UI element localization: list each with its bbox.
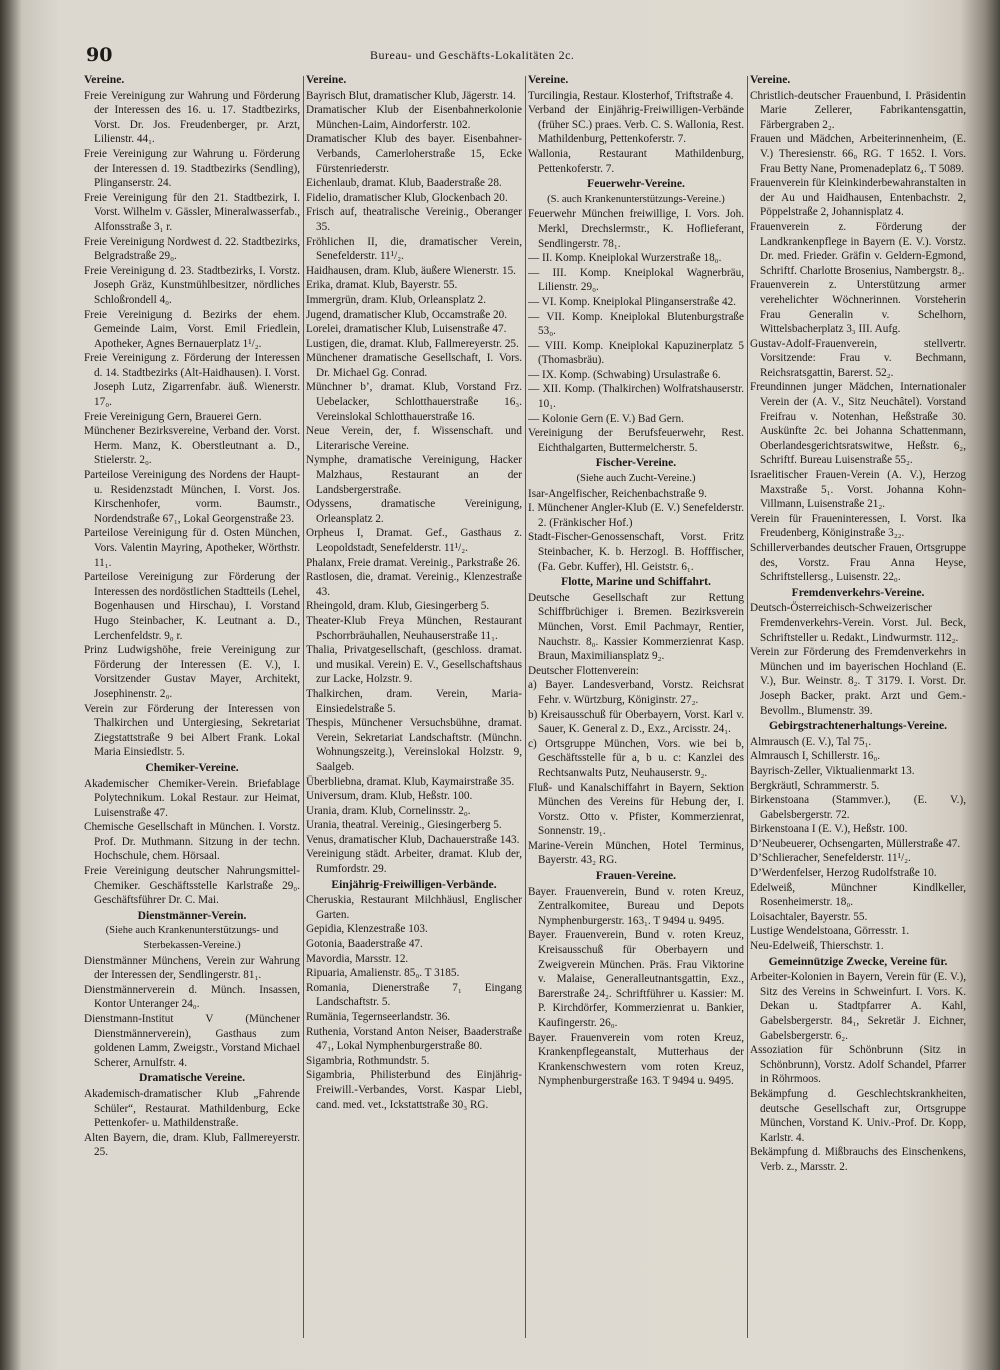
directory-entry: Venus, dramatischer Klub, Dachauerstraße 143. xyxy=(306,833,520,846)
directory-entry: Arbeiter-Kolonien in Bayern, Verein für (E. V.), Sitz des Vereins in Schweinfurt. I. Vors. K. Dekan u. Stadtpfarrer A. Kahl, Gabelsbergerstr. 84₁, Sekretär J. Eichner, Gabelsbergerstr. 6₂. xyxy=(750,971,966,1042)
directory-columns xyxy=(84,72,968,1342)
directory-entry: Stadt-Fischer-Genossenschaft, Vorst. Fritz Steinbacher, K. b. Herzogl. B. Hofffischer, (Fa. Gebr. Kuffer), Hl. Geiststr. 6₁. xyxy=(528,531,744,573)
directory-entry: Fidelio, dramatischer Klub, Glockenbach 20. xyxy=(306,191,508,204)
directory-entry: Ripuaria, Amalienstr. 85₀. T 3185. xyxy=(306,967,460,980)
column-divider xyxy=(303,76,304,1338)
section-heading: Gemeinnützige Zwecke, Vereine für. xyxy=(768,954,948,968)
directory-entry: Urania, theatral. Vereinig., Giesingerberg 5. xyxy=(306,819,502,832)
directory-entry: Freie Vereinigung d. Bezirks der ehem. Gemeinde Laim, Vorst. Emil Friedlein, Apotheker, Agnes Bernauerplatz 1¹/₂. xyxy=(84,308,300,350)
directory-entry: Fröhlichen II, die, dramatischer Verein, Senefelderstr. 11¹/₂. xyxy=(306,235,522,263)
directory-entry: Immergrün, dram. Klub, Orleansplatz 2. xyxy=(306,293,486,306)
directory-entry: Dienstmann-Institut V (Münchener Dienstmännerverein), Gasthaus zum goldenen Lamm, Zweigstr., Vorstand Michael Scherer, Arnulfstr. 4. xyxy=(84,1013,300,1069)
section-heading: Feuerwehr-Vereine. xyxy=(587,177,685,191)
directory-entry: Christlich-deutscher Frauenbund, I. Präsidentin Marie Zellerer, Fabrikantensgattin, Färbergraben 2₂. xyxy=(750,89,966,131)
section-heading: Vereine. xyxy=(750,73,791,86)
directory-entry: Thespis, Münchener Versuchsbühne, dramat. Verein, Sekretariat Landschaftstr. (Münchn. Wohnungszeitg.), Vereinslokal Holzstr. 9, Saalgeb. xyxy=(306,717,522,773)
directory-entry: Freie Vereinigung z. Förderung der Interessen d. 14. Stadtbezirks (Alt-Haidhausen). I. Vorst. Joseph Lutz, Zigarrenfabr. äuß. Wienerstr. 17₀. xyxy=(84,352,300,409)
directory-entry: Romania, Dienerstraße 7₁ Eingang Landschaftstr. 5. xyxy=(306,981,522,1009)
directory-entry: — XII. Komp. (Thalkirchen) Wolfratshauserstr. 10₁. xyxy=(528,383,744,411)
section-heading: Gebirgstrachtenerhaltungs-Vereine. xyxy=(768,719,948,733)
directory-entry: Freie Vereinigung d. 23. Stadtbezirks, I. Vorstz. Joseph Gräz, Kunstmühlbesitzer, nördliches Schloßrondell 4₀. xyxy=(84,264,300,306)
directory-entry: Ruthenia, Vorstand Anton Neiser, Baaderstraße 47₁, Lokal Nymphenburgerstraße 80. xyxy=(306,1025,522,1053)
directory-entry: Sigambria, Rothmundstr. 5. xyxy=(306,1054,430,1067)
directory-entry: Odyssens, dramatische Vereinigung, Orleansplatz 2. xyxy=(306,498,522,525)
directory-entry: Überbliebna, dramat. Klub, Kaymairstraße 35. xyxy=(306,775,515,788)
column-3 xyxy=(528,72,744,1342)
directory-entry: Münchner b’, dramat. Klub, Vorstand Frz. Uebelacker, Schlotthauerstraße 16₃. Vereinslokal Schlotthauerstraße 16. xyxy=(306,381,522,423)
directory-entry: Münchener dramatische Gesellschaft, I. Vors. Dr. Michael Gg. Conrad. xyxy=(306,352,522,379)
directory-entry: Parteilose Vereinigung für d. Osten München, Vors. Valentin Mayring, Apotheker, Wörthstr. 11₁. xyxy=(84,527,300,569)
directory-entry: Loisachtaler, Bayerstr. 55. xyxy=(750,910,868,923)
directory-entry: Freie Vereinigung zur Wahrung u. Förderung der Interessen d. 19. Stadtbezirks (Sendling), Plinganserstr. 24. xyxy=(84,147,300,190)
directory-entry: Dienstmänner Münchens, Verein zur Wahrung der Interessen der, Sendlingerstr. 81₁. xyxy=(84,954,300,982)
directory-entry: Verein zur Förderung der Interessen von Thalkirchen und Untergiesing, Sekretariat Ziegstattstraße 9 bei Albert Frank. Lokal Maria Einsiedlstr. 5. xyxy=(84,702,300,759)
directory-entry: I. Münchener Angler-Klub (E. V.) Senefelderstr. 2. (Fränkischer Hof.) xyxy=(528,502,744,529)
section-heading: Einjährig-Freiwilligen-Verbände. xyxy=(331,877,497,891)
directory-entry: Rastlosen, die, dramat. Vereinig., Klenzestraße 43. xyxy=(306,571,522,598)
directory-entry: Chemische Gesellschaft in München. I. Vorstz. Prof. Dr. Muthmann. Sitzung in der techn. Hochschule, chem. Hörsaal. xyxy=(84,821,300,863)
directory-entry: Bayrisch-Zeller, Viktualienmarkt 13. xyxy=(750,764,915,777)
directory-entry: Verein für Fraueninteressen, I. Vorst. Ika Freudenberg, Königinstraße 3₂₂. xyxy=(750,512,966,540)
directory-entry: Bayrisch Blut, dramatischer Klub, Jägerstr. 14. xyxy=(306,89,516,102)
directory-entry: Eichenlaub, dramat. Klub, Baaderstraße 28. xyxy=(306,177,502,190)
section-heading: Dramatische Vereine. xyxy=(138,1071,246,1085)
directory-entry: Alten Bayern, die, dram. Klub, Fallmereyerstr. 25. xyxy=(84,1131,300,1159)
directory-entry: Verein zur Förderung des Fremdenverkehrs in München und im bayerischen Hochland (E. V.), Bur. Weinstr. 8₂. T 3179. I. Vorst. Dr. Joseph Backer, prakt. Arzt und Gem.-Bevollm., Blumenstr. 39. xyxy=(750,646,966,717)
directory-entry: Marine-Verein München, Hotel Terminus, Bayerstr. 43₂ RG. xyxy=(528,839,744,867)
running-title: Bureau- und Geschäfts-Lokalitäten 2c. xyxy=(370,48,575,62)
directory-entry: Rumänia, Tegernseerlandstr. 36. xyxy=(306,1011,451,1023)
directory-entry: Freundinnen junger Mädchen, Internationaler Verein der (A. V., Sitz Neuchâtel). Vorstand Freifrau v. Notenhan, Heßstraße 30. Auskünfte 2c. bei Johanna Schattenmann, Oberlandesgerichtsratswitwe, Heßstr. 6₂, Schriftf. Bureau Luisenstraße 55₂. xyxy=(750,381,966,467)
directory-entry: Münchener Bezirksvereine, Verband der. Vorst. Herm. Manz, K. Oberstleutnant a. D., Stielerstr. 2₀. xyxy=(84,425,300,467)
directory-entry: Freie Vereinigung Nordwest d. 22. Stadtbezirks, Belgradstraße 29₀. xyxy=(84,235,300,263)
section-heading: Dienstmänner-Verein. xyxy=(137,908,247,922)
directory-entry: Birkenstoana I (E. V.), Heßstr. 100. xyxy=(750,823,908,836)
directory-entry: Lustigen, die, dramat. Klub, Fallmereyerstr. 25. xyxy=(306,337,519,350)
directory-entry: Urania, dram. Klub, Cornelinsstr. 2₀. xyxy=(306,804,471,817)
section-heading: Chemiker-Vereine. xyxy=(145,760,239,774)
directory-entry: Rheingold, dram. Klub, Giesingerberg 5. xyxy=(306,600,490,613)
directory-entry: Akademischer Chemiker-Verein. Briefablage Polytechnikum. Lokal Restaur. zur Heimat, Luisenstraße 47. xyxy=(84,777,300,819)
column-divider xyxy=(747,76,748,1338)
directory-entry: D’Werdenfelser, Herzog Rudolfstraße 10. xyxy=(750,867,937,880)
directory-entry: Assoziation für Schönbrunn (Sitz in Schönbrunn), Vorstz. Adolf Schandel, Pfarrer in Röhrmoos. xyxy=(750,1044,966,1086)
directory-entry: — IX. Komp. (Schwabing) Ursulastraße 6. xyxy=(528,368,721,381)
directory-entry: Wallonia, Restaurant Mathildenburg, Pettenkoferstr. 7. xyxy=(528,147,744,175)
directory-entry: Israelitischer Frauen-Verein (A. V.), Herzog Maxstraße 5₁. Vorst. Johanna Kohn-Villmann, Luisenstraße 21₂. xyxy=(750,469,966,511)
directory-entry: Prinz Ludwigshöhe, freie Vereinigung zur Förderung der Interessen (E. V.), I. Vorsitzender Gustav Mayer, Architekt, Josephinenstr. 2₀. xyxy=(84,644,300,700)
directory-entry: Bekämpfung d. Mißbrauchs des Einschenkens, Verb. z., Marsstr. 2. xyxy=(750,1146,966,1173)
directory-entry: Bekämpfung d. Geschlechtskrankheiten, deutsche Gesellschaft zur, Ortsgruppe München, Vorstand K. Univ.-Prof. Dr. Kopp, Karlstr. 4. xyxy=(750,1087,966,1144)
directory-entry: Freie Vereinigung zur Wahrung und Förderung der Interessen des 16. u. 17. Stadtbezirks, Vorst. Dr. Jos. Freudenberger, pr. Arzt, Lilienstr. 44₁. xyxy=(84,89,300,146)
directory-entry: Frisch auf, theatralische Vereinig., Oberanger 35. xyxy=(306,206,522,233)
directory-entry: Mavordia, Marsstr. 12. xyxy=(306,952,409,965)
page-number: 90 xyxy=(86,44,113,66)
directory-entry: Frauenverein z. Unterstützung armer verehelichter Wöchnerinnen. Vorsteherin Frau Generalin v. Schelhorn, Wittelsbacherplatz 3₃ III. Aufg. xyxy=(750,279,966,336)
directory-entry: Deutscher Flottenverein: xyxy=(528,664,639,677)
directory-entry: Orpheus I, Dramat. Gef., Gasthaus z. Leopoldstadt, Senefelderstr. 11¹/₂. xyxy=(306,527,522,554)
cross-reference-note: (S. auch Krankenunterstützungs-Vereine.) xyxy=(547,193,725,205)
column-1 xyxy=(84,72,300,1342)
directory-entry: Jugend, dramatischer Klub, Occamstraße 20. xyxy=(306,308,507,321)
directory-entry: Verband der Einjährig-Freiwilligen-Verbände (früher SC.) praes. Verb. C. S. Wallonia, Rest. Mathildenburg, Pettenkoferstr. 7. xyxy=(528,104,744,146)
section-heading: Flotte, Marine und Schiffahrt. xyxy=(561,575,711,589)
section-heading: Fischer-Vereine. xyxy=(595,456,677,470)
directory-entry: D’Neubeuerer, Ochsengarten, Müllerstraße 47. xyxy=(750,837,961,850)
directory-entry: D’Schlieracher, Senefelderstr. 11¹/₂. xyxy=(750,852,911,865)
directory-entry: Nymphe, dramatische Vereinigung, Hacker Malzhaus, Restaurant an der Landsbergerstraße. xyxy=(306,454,522,496)
page-header xyxy=(80,40,960,70)
column-2 xyxy=(306,72,522,1342)
directory-entry: — VIII. Komp. Kneiplokal Kapuzinerplatz 5 (Thomasbräu). xyxy=(528,339,744,367)
directory-entry: Thalia, Privatgesellschaft, (geschloss. dramat. und musikal. Verein) E. V., Gesellschaftshaus zur Lacke, Holzstr. 9. xyxy=(306,644,522,686)
directory-entry: — III. Komp. Kneiplokal Wagnerbräu, Lilienstr. 29₀. xyxy=(528,266,744,294)
directory-entry: Frauenverein für Kleinkinderbewahranstalten in der Au und Haidhausen, Entenbachstr. 2, Pöppelstraße 2, Johannisplatz 4. xyxy=(750,177,966,219)
directory-entry: Lustige Wendelstoana, Görresstr. 1. xyxy=(750,925,910,938)
directory-entry: — Kolonie Gern (E. V.) Bad Gern. xyxy=(528,412,684,425)
directory-entry: Dramatischer Klub des bayer. Eisenbahner-Verbands, Camerloherstraße 15, Ecke Fürstenriederstr. xyxy=(306,133,522,175)
section-heading: Vereine. xyxy=(528,73,569,86)
directory-entry: Almrausch (E. V.), Tal 75₁. xyxy=(750,735,872,748)
directory-entry: Cheruskia, Restaurant Milchhäusl, Englischer Garten. xyxy=(306,894,522,921)
directory-entry: Vereinigung städt. Arbeiter, dramat. Klub der, Rumfordstr. 29. xyxy=(306,848,522,876)
directory-entry: Neue Verein, der, f. Wissenschaft. und Literarische Vereine. xyxy=(306,425,522,452)
directory-entry: Birkenstoana (Stammver.), (E. V.), Gabelsbergerstr. 72. xyxy=(750,794,966,821)
directory-entry: Sigambria, Philisterbund des Einjährig-Freiwill.-Verbandes, Vorst. Kaspar Liebl, cand. med. vet., Ickstattstraße 30₃ RG. xyxy=(306,1069,522,1111)
directory-entry: b) Kreisausschuß für Oberbayern, Vorst. Karl v. Sauer, K. General z. D., Exz., Arcisstr. 24₁. xyxy=(528,708,744,736)
column-divider xyxy=(525,76,526,1338)
directory-entry: Turcilingia, Restaur. Klosterhof, Triftstraße 4. xyxy=(528,89,734,102)
directory-entry: — VII. Komp. Kneiplokal Blutenburgstraße 53₀. xyxy=(528,310,744,338)
directory-entry: Gotonia, Baaderstraße 47. xyxy=(306,938,423,951)
directory-entry: Freie Vereinigung Gern, Brauerei Gern. xyxy=(84,410,262,423)
directory-entry: Akademisch-dramatischer Klub „Fahrende Schüler“, Restaurat. Mathildenburg, Ecke Pettenkofer- u. Mathildenstraße. xyxy=(84,1087,300,1130)
directory-entry: Gustav-Adolf-Frauenverein, stellvertr. Vorsitzende: Frau v. Bechmann, Reichsratsgattin, Barerst. 52₂. xyxy=(750,337,966,379)
directory-entry: Dienstmännerverein d. Münch. Insassen, Kontor Unteranger 24₀. xyxy=(84,983,300,1011)
directory-entry: a) Bayer. Landesverband, Vorstz. Reichsrat Fehr. v. Würtzburg, Königinstr. 27₂. xyxy=(528,679,744,706)
cross-reference-note: (Siehe auch Krankenunterstützungs- und Sterbekassen-Vereine.) xyxy=(105,925,279,952)
directory-entry: Bayer. Frauenverein, Bund v. roten Kreuz, Zentralkomitee, Bureau und Depots Nymphenburgerstr. 163₁. T 9494 u. 9495. xyxy=(528,885,744,927)
directory-entry: Lorelei, dramatischer Klub, Luisenstraße 47. xyxy=(306,323,507,336)
directory-entry: c) Ortsgruppe München, Vors. wie bei b, Geschäftsstelle für a, b u. c: Kanzlei des Rechtsanwalts Putz, Neuhauserstr. 9₂. xyxy=(528,737,744,779)
directory-entry: Deutsch-Österreichisch-Schweizerischer Fremdenverkehrs-Verein. Vorst. Jul. Beck, Schriftsteller u. Redakt., Lindwurmstr. 112₂. xyxy=(750,602,966,644)
directory-entry: Neu-Edelweiß, Thierschstr. 1. xyxy=(750,940,884,953)
directory-entry: Phalanx, Freie dramat. Vereinig., Parkstraße 26. xyxy=(306,556,521,569)
section-heading: Frauen-Vereine. xyxy=(595,869,677,883)
directory-entry: Bayer. Frauenverein vom roten Kreuz, Krankenpflegeanstalt, Mutterhaus der Krankenschwestern vom roten Kreuz, Nymphenburgerstraße 163. T 9494 u. 9495. xyxy=(528,1031,744,1088)
directory-entry: Gepidia, Klenzestraße 103. xyxy=(306,923,428,936)
section-heading: Vereine. xyxy=(84,73,125,86)
directory-entry: Vereinigung der Berufsfeuerwehr, Rest. Eichthalgarten, Buttermelcherstr. 5. xyxy=(528,427,744,454)
directory-entry: Isar-Angelfischer, Reichenbachstraße 9. xyxy=(528,487,707,500)
directory-entry: Freie Vereinigung für den 21. Stadtbezirk, I. Vorst. Wilhelm v. Gässler, Mineralwasserfab., Alfonsstraße 3₁ r. xyxy=(84,191,300,233)
directory-entry: Almrausch I, Schillerstr. 16₀. xyxy=(750,750,881,763)
section-heading: Fremdenverkehrs-Vereine. xyxy=(791,585,925,599)
directory-entry: Universum, dram. Klub, Heßstr. 100. xyxy=(306,790,473,803)
directory-entry: Edelweiß, Münchner Kindlkeller, Rosenheimerstr. 18₀. xyxy=(750,881,966,909)
directory-entry: Theater-Klub Freya München, Restaurant Pschorrbräuhallen, Neuhauserstraße 11₁. xyxy=(306,614,522,642)
directory-entry: Bergkräutl, Schrammerstr. 5. xyxy=(750,779,880,792)
column-4 xyxy=(750,72,966,1342)
directory-entry: Freie Vereinigung deutscher Nahrungsmittel-Chemiker. Geschäftsstelle Karlstraße 29₀. Geschäftsführer Dr. C. Mai. xyxy=(84,865,300,907)
directory-entry: Parteilose Vereinigung zur Förderung der Interessen des nordöstlichen Stadtteils (Lehel, Bogenhausen und Hirschau), I. Vorstand Hugo Steinbacher, K. Leutnant a. D., Lerchenfeldstr. 9₀ r. xyxy=(84,571,300,642)
directory-entry: Parteilose Vereinigung des Nordens der Haupt- u. Residenzstadt München, I. Vorst. Jos. Kirschenhofer, vorm. Baumstr., Nordendstraße 67₁, Lokal Georgenstraße 23. xyxy=(84,469,300,525)
directory-entry: Haidhausen, dram. Klub, äußere Wienerstr. 15. xyxy=(306,264,516,277)
directory-entry: Thalkirchen, dram. Verein, Maria-Einsiedelstraße 5. xyxy=(306,687,522,715)
directory-entry: Dramatischer Klub der Eisenbahnerkolonie München-Laim, Aindorferstr. 102. xyxy=(306,104,522,131)
directory-entry: Bayer. Frauenverein, Bund v. roten Kreuz, Kreisausschuß für Oberbayern und Zweigverein München. Präs. Frau Viktorine v. Malaise, Generalleutnantsgattin, Exz., Barerstraße 24₂. Schriftführer u. Kassier: M. P. Kirchdörfer, Kommerzienrat u. Bankier, Kaufingerstr. 26₀. xyxy=(528,929,744,1029)
section-heading: Vereine. xyxy=(306,73,347,86)
directory-entry: — II. Komp. Kneiplokal Wurzerstraße 18₀. xyxy=(528,252,722,265)
directory-entry: Frauenverein z. Förderung der Landkrankenpflege in Bayern (E. V.). Vorstz. Dr. med. Frieder. Gräfin v. Geldern-Egmond, Schriftf. Charlotte Brosenius, Nambergstr. 8₂. xyxy=(750,220,966,277)
directory-entry: Schillerverbandes deutscher Frauen, Ortsgruppe des, Vorstz. Frau Anna Heyse, Schriftstellersg., Luisenstr. 22₀. xyxy=(750,542,966,584)
directory-entry: — VI. Komp. Kneiplokal Plinganserstraße 42. xyxy=(528,295,736,308)
directory-entry: Feuerwehr München freiwillige, I. Vors. Joh. Merkl, Drechslermstr., K. Hoflieferant, Sendlingerstr. 78₁. xyxy=(528,208,744,250)
directory-entry: Deutsche Gesellschaft zur Rettung Schiffbrüchiger i. Bremen. Bezirksverein München, Vorst. Emil Pachmayr, Rentier, Nauchstr. 8₀. Kassier Kommerzienrat Kasp. Braun, Maximiliansplatz 9₂. xyxy=(528,591,744,663)
directory-entry: Fluß- und Kanalschiffahrt in Bayern, Sektion München des Vereins für Hebung der, I. Vorstz. Otto v. Pfister, Kommerzienrat, Sonnenstr. 19₁. xyxy=(528,781,744,838)
directory-entry: Frauen und Mädchen, Arbeiterinnenheim, (E. V.) Theresienstr. 66₀ RG. T 1652. I. Vors. Frau Betty Nane, Promenadeplatz 6₄. T 5089. xyxy=(750,133,966,175)
directory-entry: Erika, dramat. Klub, Bayerstr. 55. xyxy=(306,279,458,292)
cross-reference-note: (Siehe auch Zucht-Vereine.) xyxy=(576,473,696,485)
